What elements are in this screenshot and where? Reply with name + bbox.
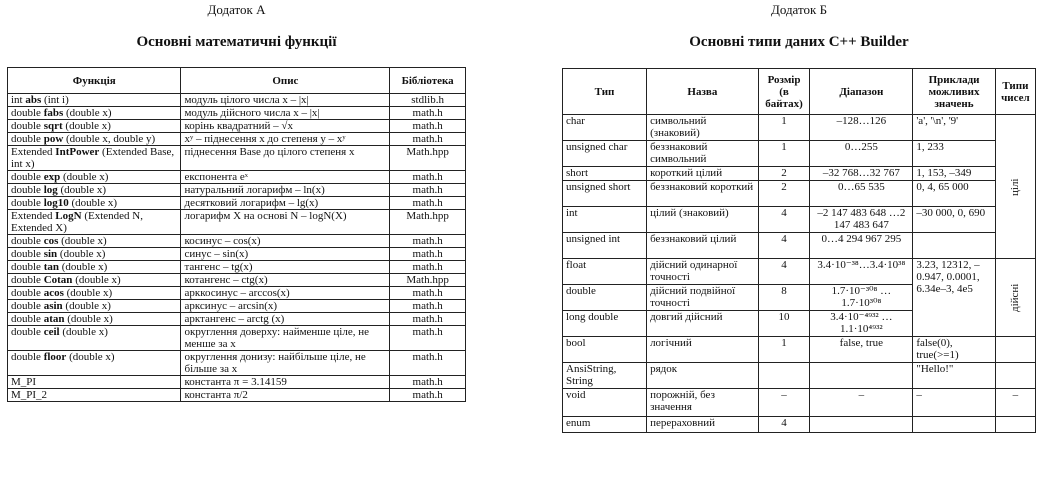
function-cell	[8, 389, 181, 402]
function-cell	[8, 300, 181, 313]
function-params: (double x)	[62, 300, 111, 312]
function-return-type: double	[11, 248, 44, 260]
range-cell: –128…126	[810, 115, 913, 141]
function-return-type: double	[11, 197, 44, 209]
function-return-type: Extended	[11, 146, 56, 158]
description-cell: натуральний логарифм – ln(x)	[181, 184, 390, 197]
kind-cell: –	[995, 389, 1035, 417]
type-cell: void	[563, 389, 647, 417]
table-row	[563, 115, 1036, 141]
library-cell: math.h	[390, 120, 466, 133]
function-name: asin	[43, 300, 63, 312]
function-name: IntPower	[55, 146, 100, 158]
examples-cell: false(0), true(>=1)	[913, 337, 995, 363]
function-name: abs	[25, 94, 42, 106]
table-row	[563, 337, 1036, 363]
appendix-b-label: Додаток Б	[770, 2, 828, 17]
function-return-type: double	[11, 171, 44, 183]
function-return-type: double	[11, 313, 44, 325]
function-name: sqrt	[43, 120, 63, 132]
name-cell: дійсний одинарної точності	[647, 259, 759, 285]
name-cell: беззнаковий короткий	[647, 181, 759, 207]
function-name: atan	[43, 313, 65, 325]
size-cell: 8	[758, 285, 810, 311]
function-params: (double x)	[66, 351, 115, 363]
type-cell: int	[563, 207, 647, 233]
range-cell	[810, 417, 913, 433]
library-cell: math.h	[390, 351, 466, 376]
table-row	[8, 389, 466, 402]
table-row	[8, 300, 466, 313]
table-row	[563, 181, 1036, 207]
function-cell	[8, 120, 181, 133]
function-return-type: M_PI_2	[11, 389, 48, 401]
library-cell: math.h	[390, 248, 466, 261]
table-header-row	[563, 69, 1036, 115]
function-cell	[8, 210, 181, 235]
examples-cell: "Hello!"	[913, 363, 995, 389]
function-params: (double x)	[62, 120, 111, 132]
function-cell	[8, 146, 181, 171]
table-row	[8, 274, 466, 287]
library-cell: Math.hpp	[390, 210, 466, 235]
function-name: sin	[43, 248, 58, 260]
function-name: LogN	[55, 210, 82, 222]
function-return-type: double	[11, 133, 44, 145]
library-cell: math.h	[390, 326, 466, 351]
table-row	[563, 363, 1036, 389]
description-cell: константа π/2	[181, 389, 390, 402]
function-cell	[8, 94, 181, 107]
function-cell	[8, 171, 181, 184]
library-cell: math.h	[390, 197, 466, 210]
table-row	[8, 184, 466, 197]
name-cell: перераховний	[647, 417, 759, 433]
description-cell: синус – sin(x)	[181, 248, 390, 261]
function-return-type: double	[11, 287, 44, 299]
name-cell: короткий цілий	[647, 167, 759, 181]
header-number-kind: Типи чисел	[995, 69, 1035, 115]
function-cell	[8, 107, 181, 120]
header-range: Діапазон	[810, 69, 913, 115]
library-cell: Math.hpp	[390, 146, 466, 171]
size-cell: 1	[758, 337, 810, 363]
size-cell: 4	[758, 417, 810, 433]
description-cell: константа π = 3.14159	[181, 376, 390, 389]
function-return-type: int	[11, 94, 26, 106]
function-cell	[8, 313, 181, 326]
function-return-type: double	[11, 261, 44, 273]
function-params: (Extended Base, int x)	[11, 146, 175, 170]
description-cell: округлення донизу: найбільше ціле, не більше за x	[181, 351, 390, 376]
function-name: cos	[43, 235, 59, 247]
table-row	[8, 120, 466, 133]
description-cell: округлення доверху: найменше ціле, не менше за x	[181, 326, 390, 351]
table-row	[563, 233, 1036, 259]
table-row	[563, 141, 1036, 167]
kind-cell	[995, 417, 1035, 433]
name-cell: беззнаковий символьний	[647, 141, 759, 167]
function-params: (double x)	[59, 326, 108, 338]
function-params: (double x)	[58, 235, 107, 247]
type-cell: short	[563, 167, 647, 181]
table-row	[8, 197, 466, 210]
function-params: (double x)	[60, 171, 109, 183]
math-functions-table	[7, 67, 466, 402]
function-return-type: double	[11, 235, 44, 247]
header-library: Бібліотека	[390, 68, 466, 94]
function-cell	[8, 248, 181, 261]
kind-cell	[995, 363, 1035, 389]
function-cell	[8, 326, 181, 351]
type-cell: unsigned short	[563, 181, 647, 207]
type-cell: double	[563, 285, 647, 311]
table-row	[8, 287, 466, 300]
function-return-type: double	[11, 300, 44, 312]
library-cell: math.h	[390, 389, 466, 402]
table-row	[8, 107, 466, 120]
range-cell: –	[810, 389, 913, 417]
library-cell: math.h	[390, 107, 466, 120]
group-int-cell: цілі	[995, 115, 1035, 259]
range-cell	[810, 363, 913, 389]
library-cell: math.h	[390, 376, 466, 389]
function-return-type: M_PI	[11, 376, 37, 388]
library-cell: math.h	[390, 300, 466, 313]
table-row	[8, 351, 466, 376]
library-cell: math.h	[390, 313, 466, 326]
table-row	[8, 94, 466, 107]
description-cell: модуль цілого числа x – |x|	[181, 94, 390, 107]
table-row	[563, 167, 1036, 181]
data-types-title: Основні типи даних C++ Builder	[689, 34, 909, 50]
type-cell: AnsiString, String	[563, 363, 647, 389]
function-name: pow	[43, 133, 64, 145]
description-cell: десятковий логарифм – lg(x)	[181, 197, 390, 210]
size-cell: 4	[758, 233, 810, 259]
table-row	[8, 210, 466, 235]
function-name: log10	[43, 197, 69, 209]
table-row	[8, 171, 466, 184]
function-return-type: double	[11, 184, 44, 196]
appendix-a-label: Додаток А	[207, 2, 266, 17]
function-cell	[8, 235, 181, 248]
function-params: (double x)	[58, 261, 108, 273]
function-cell	[8, 287, 181, 300]
function-name: fabs	[43, 107, 64, 119]
description-cell: тангенс – tg(x)	[181, 261, 390, 274]
size-cell: 4	[758, 259, 810, 285]
data-types-table	[562, 68, 1036, 433]
description-cell: арксинус – arcsin(x)	[181, 300, 390, 313]
table-row	[563, 259, 1036, 285]
function-cell	[8, 184, 181, 197]
function-cell	[8, 351, 181, 376]
function-params: (int i)	[41, 94, 69, 106]
header-description: Опис	[181, 68, 390, 94]
function-params: (double x)	[68, 197, 118, 209]
function-return-type: double	[11, 326, 44, 338]
name-cell: рядок	[647, 363, 759, 389]
type-cell: long double	[563, 311, 647, 337]
header-function: Функція	[8, 68, 181, 94]
function-return-type: double	[11, 120, 44, 132]
description-cell: корінь квадратний – √x	[181, 120, 390, 133]
size-cell: 1	[758, 115, 810, 141]
function-cell	[8, 261, 181, 274]
description-cell: косинус – cos(x)	[181, 235, 390, 248]
table-row	[8, 326, 466, 351]
function-return-type: double	[11, 107, 44, 119]
library-cell: math.h	[390, 133, 466, 146]
description-cell: котангенс – ctg(x)	[181, 274, 390, 287]
name-cell: символьний (знаковий)	[647, 115, 759, 141]
table-row	[8, 235, 466, 248]
function-cell	[8, 376, 181, 389]
description-cell: логарифм X на основі N – logN(X)	[181, 210, 390, 235]
library-cell: math.h	[390, 184, 466, 197]
examples-cell: 1, 153, –349	[913, 167, 995, 181]
description-cell: модуль дійсного числа x – |x|	[181, 107, 390, 120]
examples-cell: –30 000, 0, 690	[913, 207, 995, 233]
range-cell: 0…65 535	[810, 181, 913, 207]
function-name: exp	[43, 171, 61, 183]
examples-cell: –	[913, 389, 995, 417]
size-cell: 10	[758, 311, 810, 337]
function-name: floor	[43, 351, 67, 363]
range-cell: –2 147 483 648 …2 147 483 647	[810, 207, 913, 233]
name-cell: довгий дійсний	[647, 311, 759, 337]
function-name: acos	[43, 287, 64, 299]
description-cell: арктангенс – arctg (x)	[181, 313, 390, 326]
size-cell: 1	[758, 141, 810, 167]
function-params: (double x)	[63, 107, 112, 119]
range-cell: 1.7·10⁻³⁰⁸ …1.7·10³⁰⁸	[810, 285, 913, 311]
library-cell: math.h	[390, 261, 466, 274]
type-cell: float	[563, 259, 647, 285]
table-header-row	[8, 68, 466, 94]
name-cell: беззнаковий цілий	[647, 233, 759, 259]
description-cell: xʸ – піднесення x до степеня y – xʸ	[181, 133, 390, 146]
range-cell: 0…255	[810, 141, 913, 167]
size-cell	[758, 363, 810, 389]
function-name: ceil	[43, 326, 60, 338]
group-real-cell: дійсні	[995, 259, 1035, 337]
name-cell: дійсний подвійної точності	[647, 285, 759, 311]
math-functions-title: Основні математичні функції	[136, 34, 337, 50]
library-cell: stdlib.h	[390, 94, 466, 107]
function-name: log	[43, 184, 58, 196]
examples-cell: 0, 4, 65 000	[913, 181, 995, 207]
function-params: (double x)	[57, 248, 106, 260]
examples-cell: 3.23, 12312, –0.947, 0.0001, 6.34e–3, 4e5	[913, 259, 995, 337]
size-cell: –	[758, 389, 810, 417]
table-row	[8, 133, 466, 146]
table-row	[8, 248, 466, 261]
header-name: Назва	[647, 69, 759, 115]
table-row	[563, 417, 1036, 433]
size-cell: 2	[758, 167, 810, 181]
range-cell: 0…4 294 967 295	[810, 233, 913, 259]
header-size: Розмір (в байтах)	[758, 69, 810, 115]
function-return-type: double	[11, 351, 44, 363]
table-row	[563, 389, 1036, 417]
function-cell	[8, 197, 181, 210]
function-return-type: double	[11, 274, 44, 286]
library-cell: math.h	[390, 287, 466, 300]
examples-cell: 1, 233	[913, 141, 995, 167]
table-row	[8, 313, 466, 326]
function-params: (double x)	[64, 313, 113, 325]
type-cell: bool	[563, 337, 647, 363]
function-name: tan	[43, 261, 59, 273]
range-cell: 3.4·10⁻³⁸…3.4·10³⁸	[810, 259, 913, 285]
size-cell: 2	[758, 181, 810, 207]
type-cell: enum	[563, 417, 647, 433]
name-cell: порожній, без значення	[647, 389, 759, 417]
header-type: Тип	[563, 69, 647, 115]
function-params: (Extended N, Extended X)	[11, 210, 143, 234]
function-params: (double x)	[63, 287, 113, 299]
examples-cell	[913, 233, 995, 259]
type-cell: char	[563, 115, 647, 141]
range-cell: –32 768…32 767	[810, 167, 913, 181]
function-params: (double x, double y)	[63, 133, 156, 145]
type-cell: unsigned char	[563, 141, 647, 167]
size-cell: 4	[758, 207, 810, 233]
function-cell	[8, 274, 181, 287]
function-params: (double x)	[72, 274, 121, 286]
description-cell: арккосинус – arccos(x)	[181, 287, 390, 300]
header-examples: Приклади можливих значень	[913, 69, 995, 115]
name-cell: цілий (знаковий)	[647, 207, 759, 233]
function-name: Cotan	[43, 274, 73, 286]
table-row	[8, 376, 466, 389]
table-row	[8, 261, 466, 274]
description-cell: експонента eˣ	[181, 171, 390, 184]
table-row	[8, 146, 466, 171]
table-row	[563, 207, 1036, 233]
function-cell	[8, 133, 181, 146]
function-return-type: Extended	[11, 210, 56, 222]
function-params: (double x)	[57, 184, 107, 196]
range-cell: false, true	[810, 337, 913, 363]
range-cell: 3.4·10⁻⁴⁹³² …1.1·10⁴⁹³²	[810, 311, 913, 337]
type-cell: unsigned int	[563, 233, 647, 259]
kind-cell	[995, 337, 1035, 363]
examples-cell: 'a', '\n', '9'	[913, 115, 995, 141]
library-cell: math.h	[390, 235, 466, 248]
examples-cell	[913, 417, 995, 433]
library-cell: math.h	[390, 171, 466, 184]
library-cell: Math.hpp	[390, 274, 466, 287]
name-cell: логічний	[647, 337, 759, 363]
description-cell: піднесення Base до цілого степеня x	[181, 146, 390, 171]
